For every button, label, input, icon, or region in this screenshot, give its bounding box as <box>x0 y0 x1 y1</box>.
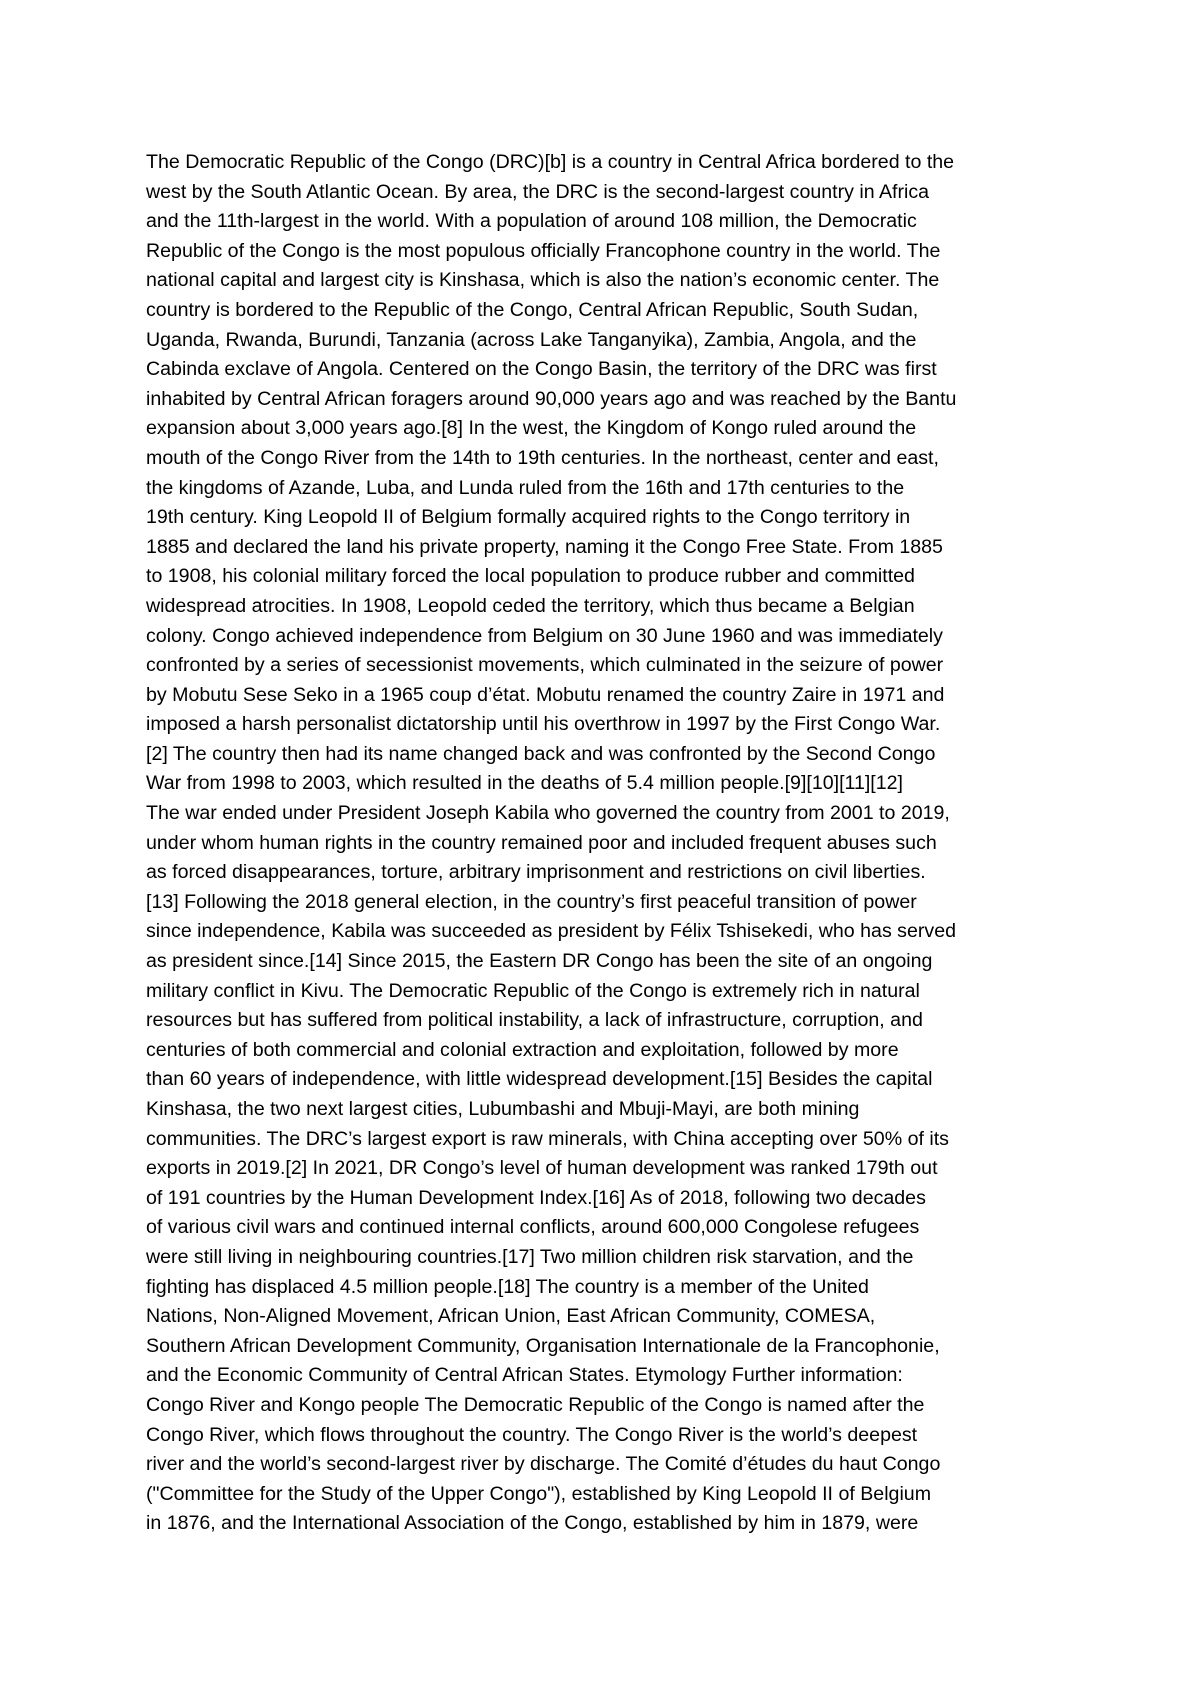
text-line: of various civil wars and continued internal conflicts, around 600,000 Congolese refugees <box>146 1216 920 1239</box>
text-line: than 60 years of independence, with little widespread development.[15] Besides the capital <box>146 1068 933 1091</box>
text-line: and the Economic Community of Central African States. Etymology Further information: <box>146 1364 903 1387</box>
text-line: under whom human rights in the country remained poor and included frequent abuses such <box>146 831 937 854</box>
text-line: Congo River and Kongo people The Democratic Republic of the Congo is named after the <box>146 1393 925 1416</box>
text-line: widespread atrocities. In 1908, Leopold ceded the territory, which thus became a Belgian <box>146 594 915 617</box>
text-line: mouth of the Congo River from the 14th to 19th centuries. In the northeast, center and east, <box>146 446 939 469</box>
text-line: confronted by a series of secessionist movements, which culminated in the seizure of power <box>146 654 944 677</box>
text-line: colony. Congo achieved independence from Belgium on 30 June 1960 and was immediately <box>146 624 943 647</box>
text-line: expansion about 3,000 years ago.[8] In the west, the Kingdom of Kongo ruled around the <box>146 417 917 440</box>
text-line: country is bordered to the Republic of the Congo, Central African Republic, South Sudan, <box>146 298 919 321</box>
text-line: War from 1998 to 2003, which resulted in the deaths of 5.4 million people.[9][10][11][12] <box>146 772 903 795</box>
text-line: 1885 and declared the land his private property, naming it the Congo Free State. From 1885 <box>146 535 943 558</box>
body-paragraph <box>146 148 1076 1539</box>
text-line: Uganda, Rwanda, Burundi, Tanzania (across Lake Tanganyika), Zambia, Angola, and the <box>146 328 917 351</box>
text-line: were still living in neighbouring countries.[17] Two million children risk starvation, and the <box>146 1245 914 1268</box>
text-line: by Mobutu Sese Seko in a 1965 coup d’état. Mobutu renamed the country Zaire in 1971 and <box>146 683 945 706</box>
text-line: Kinshasa, the two next largest cities, Lubumbashi and Mbuji-Mayi, are both mining <box>146 1098 860 1120</box>
text-line: west by the South Atlantic Ocean. By area, the DRC is the second-largest country in Africa <box>146 180 930 203</box>
text-line: Southern African Development Community, Organisation Internationale de la Francophonie, <box>146 1334 940 1357</box>
text-line: fighting has displaced 4.5 million people.[18] The country is a member of the United <box>146 1275 869 1298</box>
text-line: The Democratic Republic of the Congo (DRC)[b] is a country in Central Africa bordered to the <box>146 151 955 173</box>
text-line: inhabited by Central African foragers around 90,000 years ago and was reached by the Bantu <box>146 387 957 410</box>
text-line: The war ended under President Joseph Kabila who governed the country from 2001 to 2019, <box>146 802 950 825</box>
text-line: of 191 countries by the Human Development Index.[16] As of 2018, following two decades <box>146 1186 926 1209</box>
text-line: communities. The DRC’s largest export is raw minerals, with China accepting over 50% of its <box>146 1127 949 1150</box>
text-line: as forced disappearances, torture, arbitrary imprisonment and restrictions on civil liberties. <box>146 861 926 884</box>
text-line: ("Committee for the Study of the Upper Congo"), established by King Leopold II of Belgium <box>146 1482 932 1505</box>
text-line: centuries of both commercial and colonial extraction and exploitation, followed by more <box>146 1038 899 1061</box>
text-line: Nations, Non-Aligned Movement, African Union, East African Community, COMESA, <box>146 1305 876 1328</box>
text-line: Republic of the Congo is the most populous officially Francophone country in the world. The <box>146 239 941 262</box>
text-line: river and the world’s second-largest river by discharge. The Comité d’études du haut Congo <box>146 1453 941 1476</box>
text-line: 19th century. King Leopold II of Belgium formally acquired rights to the Congo territory in <box>146 506 911 529</box>
text-line: national capital and largest city is Kinshasa, which is also the nation’s economic center. The <box>146 269 940 292</box>
text-line: and the 11th-largest in the world. With a population of around 108 million, the Democratic <box>146 210 917 233</box>
text-line: to 1908, his colonial military forced the local population to produce rubber and committed <box>146 565 915 588</box>
text-line: imposed a harsh personalist dictatorship until his overthrow in 1997 by the First Congo War. <box>146 713 941 736</box>
text-line: Cabinda exclave of Angola. Centered on the Congo Basin, the territory of the DRC was first <box>146 358 937 381</box>
text-line: exports in 2019.[2] In 2021, DR Congo’s level of human development was ranked 179th out <box>146 1157 938 1180</box>
text-line: resources but has suffered from political instability, a lack of infrastructure, corruption, and <box>146 1009 923 1032</box>
text-line: as president since.[14] Since 2015, the Eastern DR Congo has been the site of an ongoing <box>146 950 933 973</box>
text-line: the kingdoms of Azande, Luba, and Lunda ruled from the 16th and 17th centuries to the <box>146 476 905 499</box>
text-line: since independence, Kabila was succeeded as president by Félix Tshisekedi, who has served <box>146 920 956 943</box>
text-line: Congo River, which flows throughout the country. The Congo River is the world’s deepest <box>146 1423 918 1446</box>
text-line: military conflict in Kivu. The Democratic Republic of the Congo is extremely rich in natural <box>146 979 920 1002</box>
text-line: in 1876, and the International Association of the Congo, established by him in 1879, were <box>146 1512 919 1535</box>
text-line: [13] Following the 2018 general election, in the country’s first peaceful transition of power <box>146 890 917 913</box>
text-line: [2] The country then had its name changed back and was confronted by the Second Congo <box>146 742 936 765</box>
